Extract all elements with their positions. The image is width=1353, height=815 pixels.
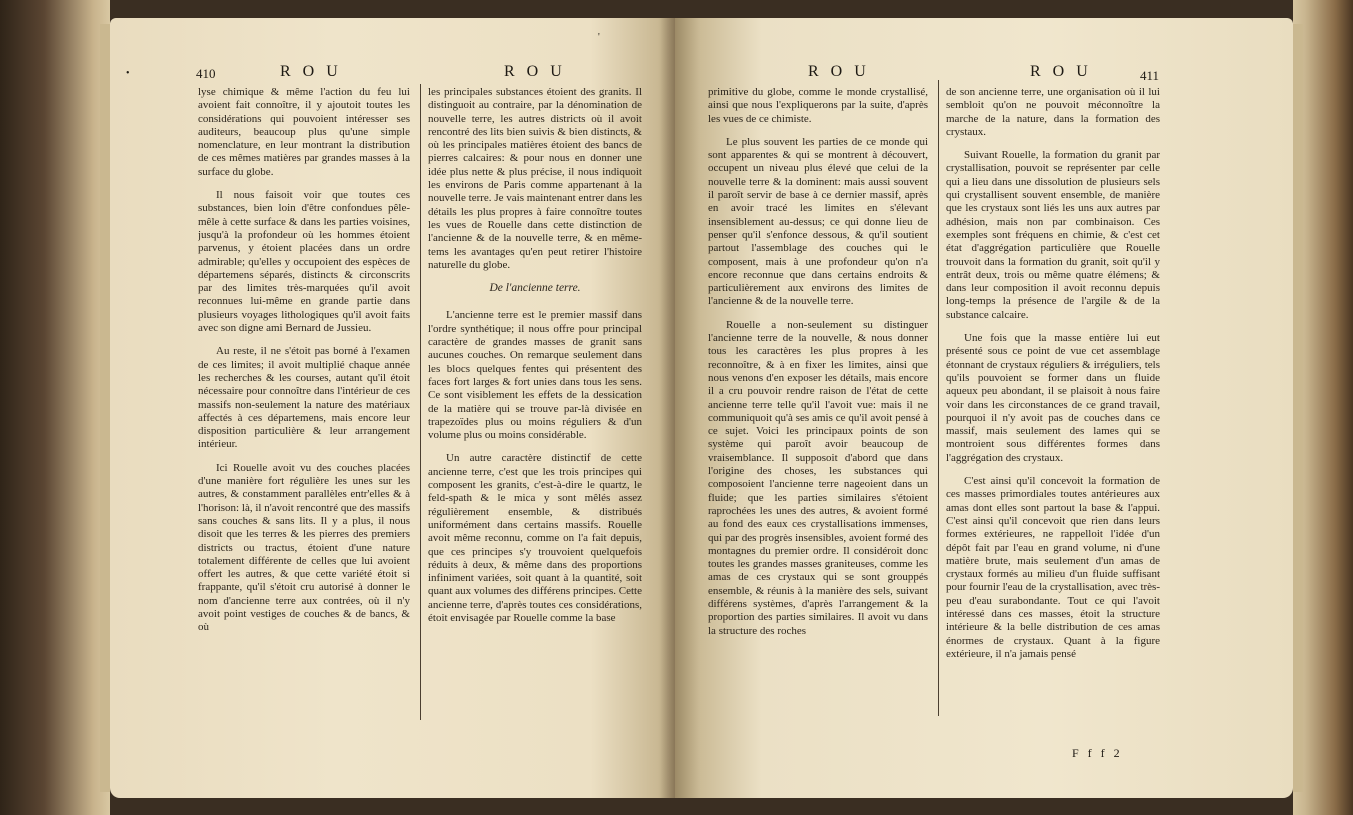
- left-running-head-1: R O U: [280, 63, 342, 80]
- paragraph: de son ancienne terre, une organisation où il lui sembloit qu'on ne pouvoit méconnoître la marche de la nature, dans la formation des crystaux.: [946, 86, 1160, 138]
- left-page-column-2: [428, 86, 642, 798]
- page-stack-left: [100, 24, 110, 792]
- right-running-head-1: R O U: [808, 63, 870, 80]
- left-page-number: 410: [196, 66, 216, 81]
- paragraph: Il nous faisoit voir que toutes ces substances, bien loin d'être confondues pêle-mêle à cette surface & dans les parties voisines, jusqu'à la profondeur où les hommes étoient parvenus, y étoient placées dans un ordre admirable; qu'elles y occupoient des espèces de départemens séparés, distincts & circonscrits par des limites très-marquées qu'il avoit reconnues lui-même en grande partie dans plusieurs voyages lithologiques qu'il avoit faits avec son digne ami Bernard de Jussieu.: [198, 189, 410, 335]
- paragraph: Une fois que la masse entière lui eut présenté sous ce point de vue cet assemblage étonnant de crystaux réguliers & irréguliers, tels qu'ils pouvoient se former dans un fluide aqueux peu abondant, il se plaisoit à nous faire voir dans les circonstances de ce grand travail, pourquoi il n'y avoit pas de couches dans ce massif, mais seulement des lames qui se montroient sous différentes formes dans l'aggrégation des crystaux.: [946, 332, 1160, 464]
- left-running-head-2: R O U: [504, 63, 566, 80]
- paragraph: C'est ainsi qu'il concevoit la formation de ces masses primordiales toutes antérieures aux amas dont elles sont partout la base & l'appui. C'est ainsi qu'il concevoit que rien dans leurs formes extérieures, ne rappelloit l'idée d'un dépôt fait par l'eau en grand volume, ni d'une matière brute, mais seulement d'un amas de crystaux formés au milieu d'un fluide suffisant pour fournir l'eau de la crystallisation, avec très-peu d'eau surabondante. Tout ce qui l'avoit intéressé dans ces masses, étoit la structure intérieure & la belle distribution de ces amas énormes de crystaux. Quant à la figure extérieure, il n'a jamais pensé: [946, 475, 1160, 660]
- paragraph: primitive du globe, comme le monde crystallisé, ainsi que nous l'expliquerons par la suite, d'après les vues de ce chimiste.: [708, 86, 928, 125]
- section-heading: De l'ancienne terre.: [489, 282, 581, 295]
- right-page-number: 411: [1140, 68, 1160, 83]
- book-cover-left: [0, 0, 110, 815]
- right-page-column-2: [946, 86, 1160, 748]
- column-rule: [420, 84, 421, 720]
- right-running-head-2: R O U: [1030, 63, 1092, 80]
- signature-mark: F f f 2: [1072, 746, 1123, 760]
- right-page-column-1: [708, 86, 928, 798]
- paragraph: Un autre caractère distinctif de cette ancienne terre, c'est que les trois principes qui composent les granits, c'est-à-dire le quartz, le feld-spath & le mica y sont mêlés assez régulièrement ensemble, & distribués uniformément dans certains massifs. Rouelle avoit même reconnu, comme on l'a fait depuis, que ces principes s'y trouvoient quelquefois réduits à deux, & même dans des proportions infiniment variées, soit quant à la quantité, soit quant aux volumes des différens principes. Cette ancienne terre, d'après toutes ces considérations, étoit envisagée par Rouelle comme la base: [428, 452, 642, 624]
- top-mark: ': [598, 32, 600, 43]
- paragraph: Rouelle a non-seulement su distinguer l'ancienne terre de la nouvelle, & nous donner tous les caractères les plus propres à les reconnoître, & à en fixer les limites, ainsi que nous venons d'en exposer les détails, mais encore il a cru pouvoir rendre raison de l'état de cette ancienne terre telle qu'il l'avoit vue: mais il ne communiquoit qu'à ses amis ce qu'il avoit pensé à ce sujet. Voici les principaux points de son système qui paroît avoir beaucoup de vraisemblance. Il supposoit d'abord que dans l'origine des choses, les substances qui composoient l'ancienne terre nageoient dans un fluide; que les parties similaires s'étoient raprochées les unes des autres, & avoient formé au fond des eaux ces crystallisations immenses, qui par des progrès insensibles, avoient formé des montagnes du premier ordre. Il considéroit donc toutes les grandes masses graniteuses, comme les amas de ces crystaux qui se sont grouppés ensemble, & réunis à la manière des sels, suivant différens systèmes, d'après l'arrangement & la proportion des parties similaires. Il avoit vu dans la structure des roches: [708, 318, 928, 637]
- paragraph: L'ancienne terre est le premier massif dans l'ordre synthétique; il nous offre pour principal caractère de grandes masses de granit sans aucunes couches. On remarque seulement dans les blocs quelques fentes qui présentent des faces fort larges & fort unies dans tous les sens. Ce sont visiblement les effets de la dessication de la matière qui se trouve par-là divisée en trapezoïdes plus ou moins réguliers & d'un volume plus ou moins considérable.: [428, 309, 642, 442]
- paragraph: les principales substances étoient des granits. Il distinguoit au contraire, par la dénomination de nouvelle terre, les autres districts où il avoit rencontré des lits bien suivis & bien distincts, & où les principales matières étoient des bancs de pierres calcaires: & pour nous en donner une idée plus nette & plus précise, il nous indiquoit les environs de Paris comme appartenant à la nouvelle terre. Je vais maintenant entrer dans les détails les plus propres à faire connoître toutes les vues de Rouelle dans cette distinction de l'ancienne & de la nouvelle terre, & en même-tems les avantages qu'en peut retirer l'histoire naturelle du globe.: [428, 86, 642, 271]
- paragraph: Ici Rouelle avoit vu des couches placées d'une manière fort régulière les unes sur les autres, & constamment parallèles entr'elles & à l'horison: là, il n'avoit rencontré que des massifs sans couches & sans lits. Il y a plus, il nous disoit que les terres & les pierres des premiers districts ou tractus, étoient d'une nature totalement différente de celles que lui avoient offert les autres, & que cette variété étoit si frappante, qu'il s'étoit cru autorisé à donner le nom d'ancienne terre aux contrées, où il n'y avoit point vestiges de couches & de bancs, & où: [198, 461, 410, 634]
- paragraph: Au reste, il ne s'étoit pas borné à l'examen de ces limites; il avoit multiplié chaque année les recherches & les courses, autant qu'il étoit nécessaire pour connoître dans l'intérieur de ces massifs non-seulement la nature des matériaux affectés à ces départemens, mais encore leur disposition particulière & leur arrangement intérieur.: [198, 345, 410, 451]
- paragraph: Le plus souvent les parties de ce monde qui sont apparentes & qui se montrent à découvert, occupent un niveau plus élevé que celui de la nouvelle terre & la dominent: mais aussi souvent il paroît servir de base à ce dernier massif, après en avoir tracé les limites en s'élevant insensiblement au-dessus; ce qui donne lieu de penser qu'il s'enfonce dessous, & qu'il soutient partout l'assemblage des couches qui le composent, mais à une profondeur qu'on n'a encore reconnue que dans certains endroits & particulièrement aux environs des limites de l'ancienne & de la nouvelle terre.: [708, 135, 928, 308]
- page-stack-right: [1293, 24, 1303, 792]
- column-rule: [938, 80, 939, 716]
- paragraph: Suivant Rouelle, la formation du granit par crystallisation, pouvoit se représenter par celle qui a lieu dans une dissolution de plusieurs sels qui crystallisent souvent ensemble, de manière que les crystaux sont liés les uns aux autres par adhésion, mais non par combinaison. Ces exemples sont fréquens en chimie, & c'est cet état d'aggrégation particulière que Rouelle trouvoit dans la formation du granit, soit qu'il y entrât deux, trois ou même quatre élémens; & dans leur composition il avoit reconnu depuis long-temps la présence de l'argile & de la substance calcaire.: [946, 149, 1160, 321]
- paragraph: lyse chimique & même l'action du feu lui avoient fait connoître, il y ajoutoit toutes les considérations qui pouvoient intéresser ses auditeurs, beaucoup plus qu'une simple nomenclature, en leur montrant la distribution de ces mêmes matières par grandes masses à la surface du globe.: [198, 86, 410, 178]
- left-page-column-1: [198, 86, 410, 798]
- margin-mark: •: [126, 68, 130, 79]
